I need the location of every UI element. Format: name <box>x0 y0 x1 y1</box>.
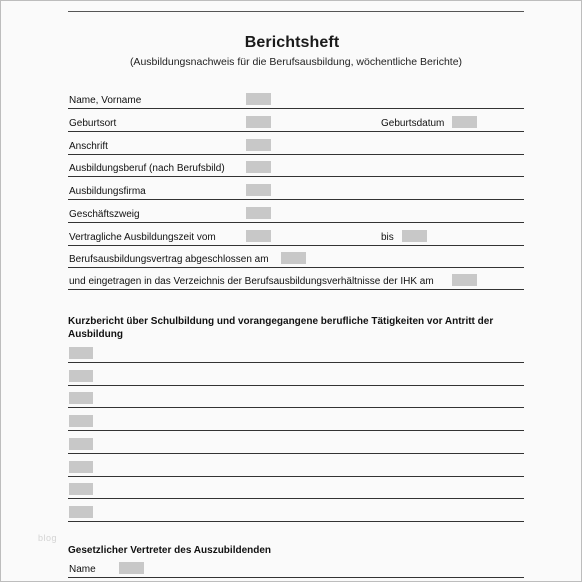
kurzbericht-line <box>68 430 524 431</box>
anschrift-row <box>68 133 524 155</box>
geschaeftszweig-label: Geschäftszweig <box>69 209 140 220</box>
kurzbericht-field[interactable] <box>69 483 93 495</box>
geburtsort-field[interactable] <box>246 116 271 128</box>
ausbildungsberuf-row <box>68 155 524 177</box>
vertreter-name-field[interactable] <box>119 562 144 574</box>
geschaeftszweig-row <box>68 201 524 223</box>
kurzbericht-line <box>68 521 524 522</box>
anschrift-field[interactable] <box>246 139 271 151</box>
ausbildungszeit-von-field[interactable] <box>246 230 271 242</box>
vertrag-label: Berufsausbildungsvertrag abgeschlossen am <box>69 254 269 265</box>
name-field[interactable] <box>246 93 271 105</box>
kurzbericht-line <box>68 476 524 477</box>
ausbildungsberuf-field[interactable] <box>246 161 271 173</box>
anschrift-label: Anschrift <box>69 141 108 152</box>
kurzbericht-field[interactable] <box>69 347 93 359</box>
ausbildungszeit-row <box>68 224 524 246</box>
vertreter-heading: Gesetzlicher Vertreter des Auszubildenden <box>68 545 272 556</box>
kurzbericht-field[interactable] <box>69 392 93 404</box>
watermark: blog <box>38 533 58 543</box>
geburtsdatum-field[interactable] <box>452 116 477 128</box>
vertrag-row <box>68 246 524 268</box>
bis-label: bis <box>381 232 394 243</box>
kurzbericht-field[interactable] <box>69 415 93 427</box>
geburtsort-row <box>68 110 524 132</box>
name-label: Name, Vorname <box>69 95 142 106</box>
name-row <box>68 87 524 109</box>
ausbildungsfirma-row <box>68 178 524 200</box>
header-rule <box>68 11 524 12</box>
kurzbericht-line <box>68 385 524 386</box>
document-title: Berichtsheft <box>244 34 340 51</box>
kurzbericht-heading: Kurzbericht über Schulbildung und vorangegangene berufliche Tätigkeiten vor Antritt der Ausbildung <box>68 316 494 340</box>
kurzbericht-line <box>68 498 524 499</box>
verzeichnis-field[interactable] <box>452 274 477 286</box>
kurzbericht-line <box>68 453 524 454</box>
vertreter-name-row <box>68 556 524 578</box>
vertreter-name-label: Name <box>69 564 96 575</box>
verzeichnis-row <box>68 268 524 290</box>
geburtsdatum-label: Geburtsdatum <box>381 118 445 129</box>
verzeichnis-label: und eingetragen in das Verzeichnis der Berufsausbildungsverhältnisse der IHK am <box>69 276 434 287</box>
ausbildungsberuf-label: Ausbildungsberuf (nach Berufsbild) <box>69 163 225 174</box>
kurzbericht-field[interactable] <box>69 438 93 450</box>
kurzbericht-field[interactable] <box>69 506 93 518</box>
document-subtitle: (Ausbildungsnachweis für die Berufsausbildung, wöchentliche Berichte) <box>129 56 463 68</box>
ausbildungszeit-bis-field[interactable] <box>402 230 427 242</box>
geburtsort-label: Geburtsort <box>69 118 117 129</box>
kurzbericht-line <box>68 362 524 363</box>
kurzbericht-field[interactable] <box>69 370 93 382</box>
geschaeftszweig-field[interactable] <box>246 207 271 219</box>
ausbildungsfirma-label: Ausbildungsfirma <box>69 186 146 197</box>
ausbildungsfirma-field[interactable] <box>246 184 271 196</box>
kurzbericht-line <box>68 407 524 408</box>
vertrag-field[interactable] <box>281 252 306 264</box>
ausbildungszeit-label: Vertragliche Ausbildungszeit vom <box>69 232 216 243</box>
kurzbericht-field[interactable] <box>69 461 93 473</box>
